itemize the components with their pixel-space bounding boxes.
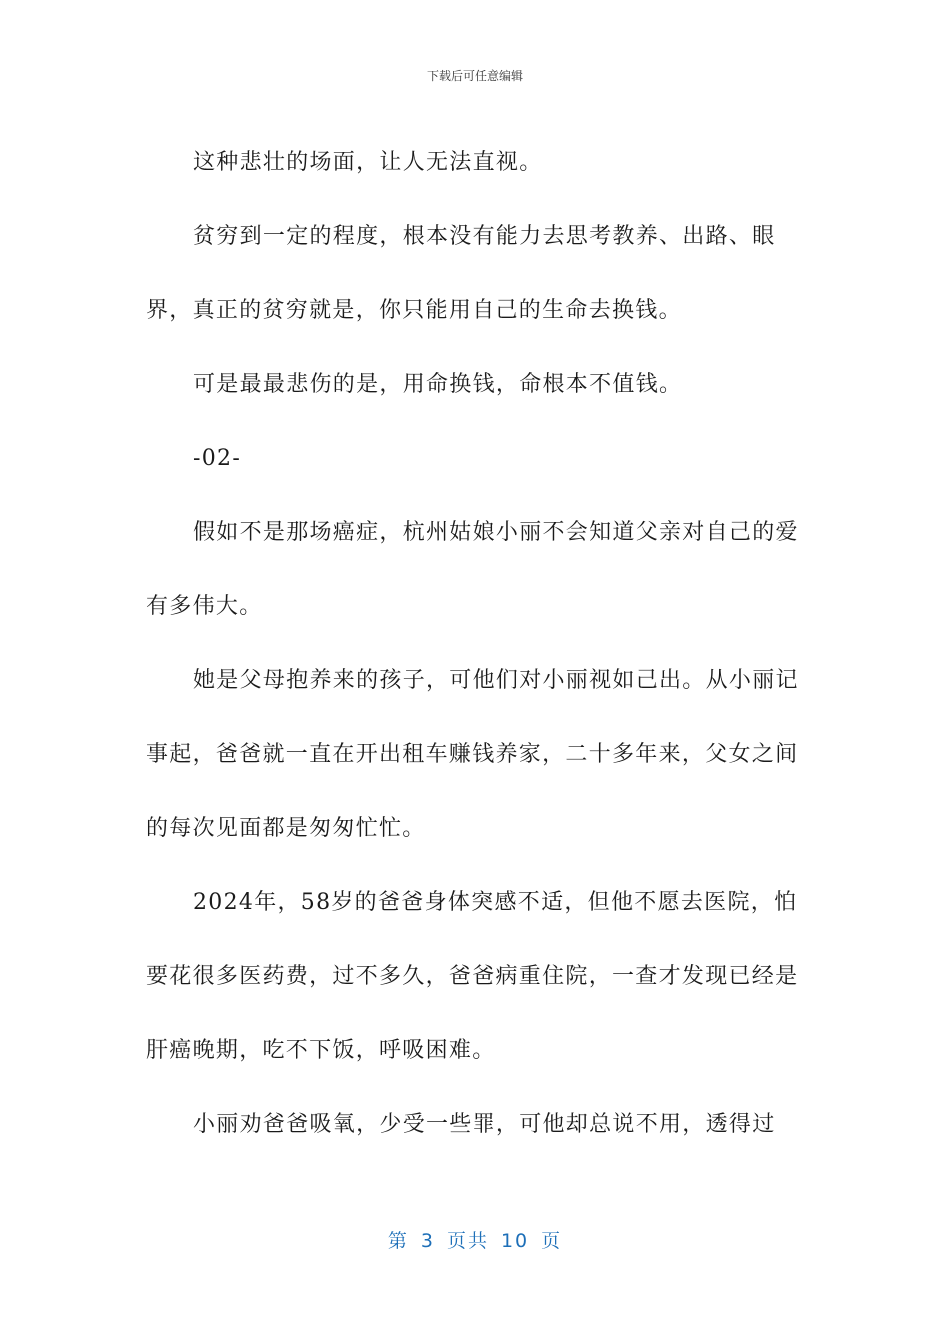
paragraph: 这种悲壮的场面，让人无法直视。 bbox=[193, 150, 543, 175]
page-header-note: 下载后可任意编辑 bbox=[426, 69, 523, 83]
page-prefix: 第 bbox=[387, 1230, 409, 1252]
page-middle: 页共 bbox=[446, 1230, 489, 1252]
paragraph: 可是最最悲伤的是，用命换钱，命根本不值钱。 bbox=[193, 372, 683, 397]
paragraph: 她是父母抱养来的孩子，可他们对小丽视如己出。从小丽记事起，爸爸就一直在开出租车赚钱养家，二十多年来，父女之间的每次见面都是匆匆忙忙。 bbox=[146, 668, 799, 841]
current-page-number: 3 bbox=[420, 1230, 435, 1252]
paragraph: 小丽劝爸爸吸氧，少受一些罪，可他却总说不用，透得过 bbox=[193, 1112, 776, 1137]
paragraph: 贫穷到一定的程度，根本没有能力去思考教养、出路、眼界，真正的贫穷就是，你只能用自己的生命去换钱。 bbox=[146, 224, 776, 323]
page-number-footer bbox=[0, 1226, 950, 1253]
paragraph: 2024年，58岁的爸爸身体突感不适，但他不愿去医院，怕要花很多医药费，过不多久，爸爸病重住院，一查才发现已经是肝癌晚期，吃不下饭，呼吸困难。 bbox=[146, 890, 799, 1063]
page-suffix: 页 bbox=[541, 1230, 563, 1252]
document-body bbox=[146, 126, 806, 1162]
total-pages-number: 10 bbox=[500, 1230, 530, 1252]
paragraph: 假如不是那场癌症，杭州姑娘小丽不会知道父亲对自己的爱有多伟大。 bbox=[146, 520, 799, 619]
section-marker: -02- bbox=[193, 446, 242, 471]
